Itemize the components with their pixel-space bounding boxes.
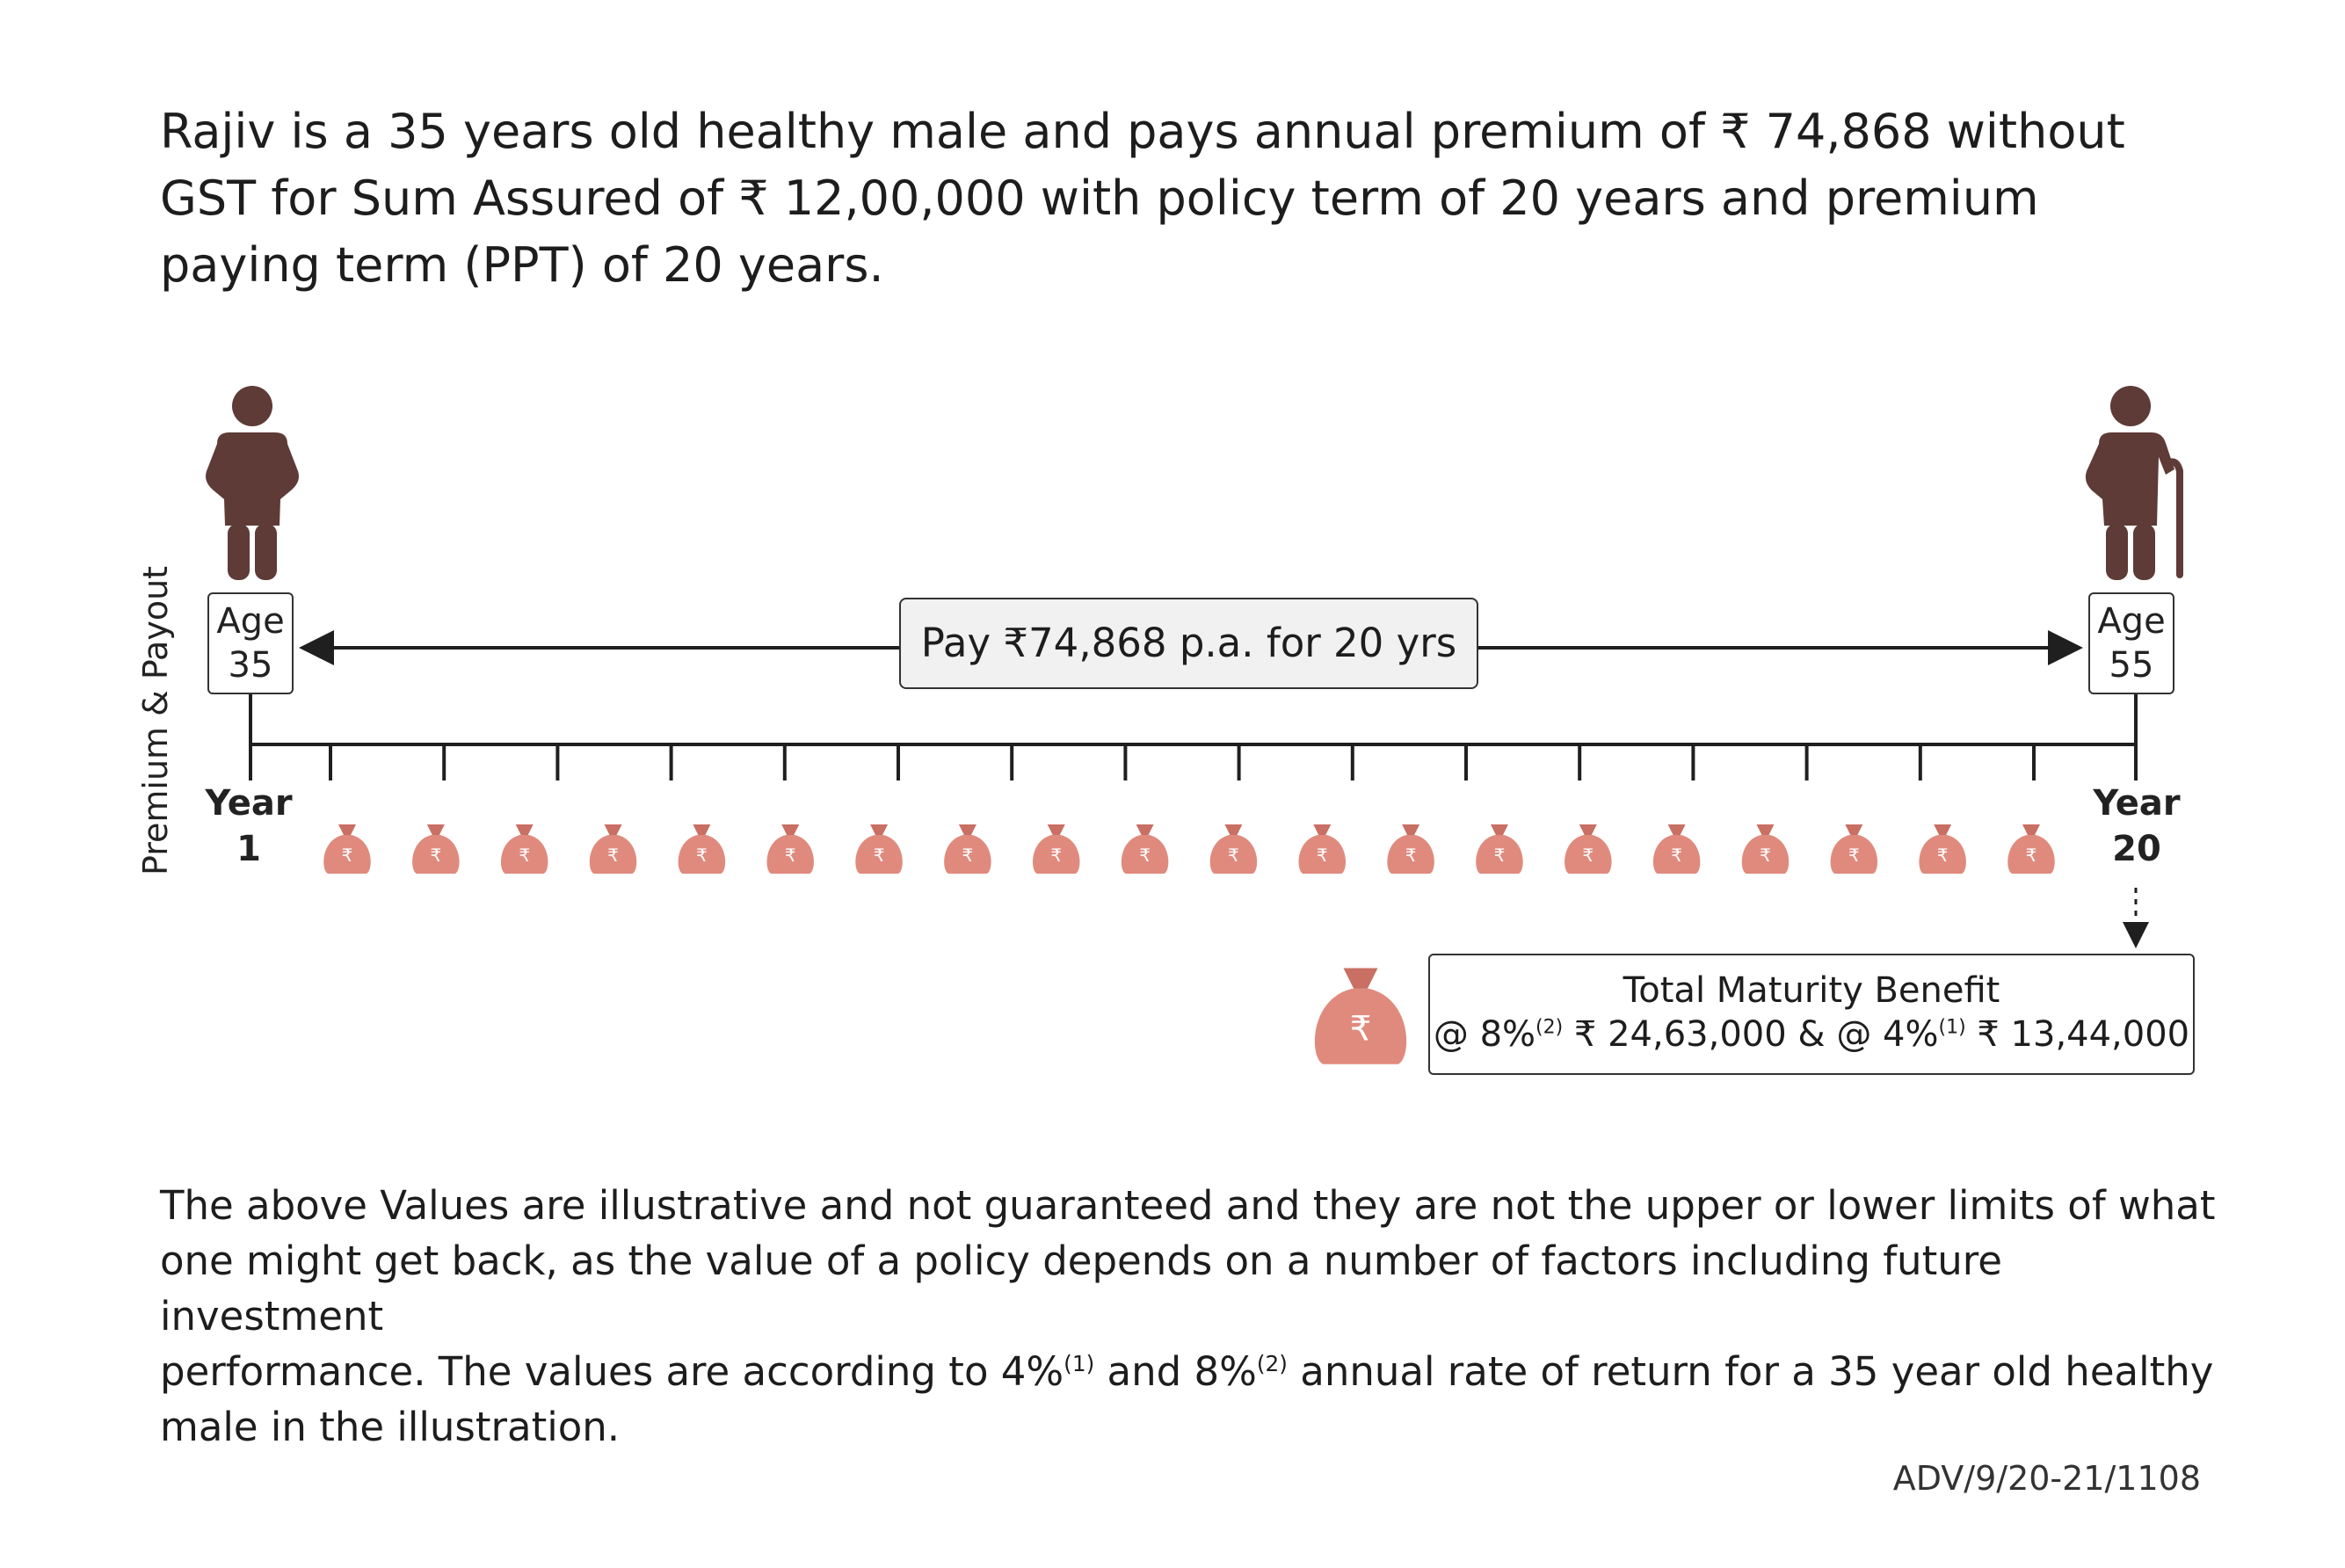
svg-text:₹: ₹	[1760, 845, 1771, 866]
money-bag-row	[323, 824, 2054, 874]
money-bag-icon	[2007, 824, 2054, 874]
disclaimer-line-3c: annual rate of return for a 35 year old healthy	[1287, 1348, 2214, 1395]
svg-text:₹: ₹	[341, 845, 353, 866]
money-bag-icon	[1387, 824, 1434, 874]
disclaimer-line-2: one might get back, as the value of a policy depends on a number of factors including future investment	[160, 1238, 2002, 1339]
money-bag-icon	[1919, 824, 1965, 874]
money-bag-icon	[855, 824, 902, 874]
money-bag-icon	[944, 824, 991, 874]
intro-line-2: GST for Sum Assured of ₹ 12,00,000 with policy term of 20 years and premium	[160, 171, 2039, 226]
svg-text:₹: ₹	[873, 845, 885, 866]
elderly-man-with-cane-icon	[2086, 386, 2180, 580]
rate-low-note: (1)	[1938, 1016, 1966, 1039]
amount-joiner: &	[1797, 1014, 1826, 1055]
end-year-label	[2075, 780, 2198, 872]
intro-line-3: paying term (PPT) of 20 years.	[160, 237, 884, 293]
svg-text:₹: ₹	[1228, 845, 1239, 866]
start-age-label: Age	[216, 601, 285, 642]
start-age-value: 35	[228, 645, 273, 686]
reference-code: ADV/9/20-21/1108	[1892, 1459, 2201, 1498]
rate-high: @ 8%	[1433, 1014, 1536, 1055]
money-bag-icon	[1565, 824, 1611, 874]
start-year-number: 1	[236, 829, 261, 869]
disclaimer-note-1: (1)	[1064, 1351, 1095, 1376]
svg-text:₹: ₹	[1316, 845, 1328, 866]
svg-text:₹: ₹	[607, 845, 619, 866]
disclaimer-note-2: (2)	[1256, 1351, 1288, 1376]
end-year-word: Year	[2093, 783, 2181, 824]
disclaimer-line-4: male in the illustration.	[160, 1404, 621, 1450]
money-bag-icon	[1210, 824, 1257, 874]
young-man-icon	[206, 386, 299, 580]
disclaimer-line-3a: performance. The values are according to 4%	[160, 1348, 1064, 1395]
maturity-benefit-box	[1428, 954, 2195, 1075]
disclaimer-line-1: The above Values are illustrative and not guaranteed and they are not the upper or lower limits of what	[160, 1182, 2216, 1229]
money-bag-icon	[679, 824, 725, 874]
svg-text:₹: ₹	[1139, 845, 1151, 866]
money-bag-icon	[1315, 969, 1406, 1064]
start-year-label	[187, 780, 310, 872]
svg-text:₹: ₹	[1848, 845, 1860, 866]
rate-high-note: (2)	[1536, 1016, 1564, 1039]
svg-text:₹: ₹	[1050, 845, 1063, 866]
end-age-value: 55	[2109, 645, 2154, 686]
svg-text:₹: ₹	[519, 845, 531, 866]
premium-payment-label: Pay ₹74,868 p.a. for 20 yrs	[899, 598, 1478, 689]
maturity-values	[1430, 1012, 2193, 1057]
money-bag-icon	[323, 824, 370, 874]
money-bag-icon	[1299, 824, 1346, 874]
svg-text:₹: ₹	[1671, 845, 1682, 866]
svg-text:₹: ₹	[1349, 1009, 1372, 1049]
money-bag-icon	[1122, 824, 1168, 874]
end-age-label: Age	[2097, 601, 2166, 642]
svg-text:₹: ₹	[1936, 845, 1949, 866]
money-bag-icon	[1831, 824, 1877, 874]
svg-text:₹: ₹	[430, 845, 442, 866]
start-year-word: Year	[205, 783, 293, 824]
maturity-title: Total Maturity Benefit	[1623, 970, 2000, 1011]
svg-text:₹: ₹	[1405, 845, 1417, 866]
svg-text:₹: ₹	[1582, 845, 1594, 866]
amount-low: ₹ 13,44,000	[1977, 1014, 2190, 1055]
intro-line-1: Rajiv is a 35 years old healthy male and pays annual premium of ₹ 74,868 without	[160, 104, 2125, 159]
money-bag-icon	[1033, 824, 1079, 874]
svg-text:₹: ₹	[2025, 845, 2037, 866]
svg-text:₹: ₹	[962, 845, 974, 866]
money-bag-icon	[1653, 824, 1700, 874]
svg-text:₹: ₹	[784, 845, 796, 866]
money-bag-icon	[1742, 824, 1789, 874]
money-bag-icon	[766, 824, 813, 874]
money-bag-icon	[501, 824, 548, 874]
end-year-number: 20	[2112, 829, 2161, 869]
amount-high: ₹ 24,63,000	[1573, 1014, 1787, 1055]
start-age-box	[207, 592, 294, 694]
money-bag-icon	[1476, 824, 1522, 874]
svg-text:₹: ₹	[696, 845, 708, 866]
rate-low: @ 4%	[1836, 1014, 1939, 1055]
disclaimer-line-3b: and 8%	[1094, 1348, 1257, 1395]
disclaimer-text	[160, 1178, 2217, 1455]
svg-text:₹: ₹	[1493, 845, 1506, 866]
money-bag-icon	[412, 824, 459, 874]
axis-label-premium-payout: Premium & Payout	[136, 565, 175, 876]
timeline-ticks	[330, 744, 2034, 780]
money-bag-icon	[590, 824, 636, 874]
end-age-box	[2088, 592, 2174, 694]
